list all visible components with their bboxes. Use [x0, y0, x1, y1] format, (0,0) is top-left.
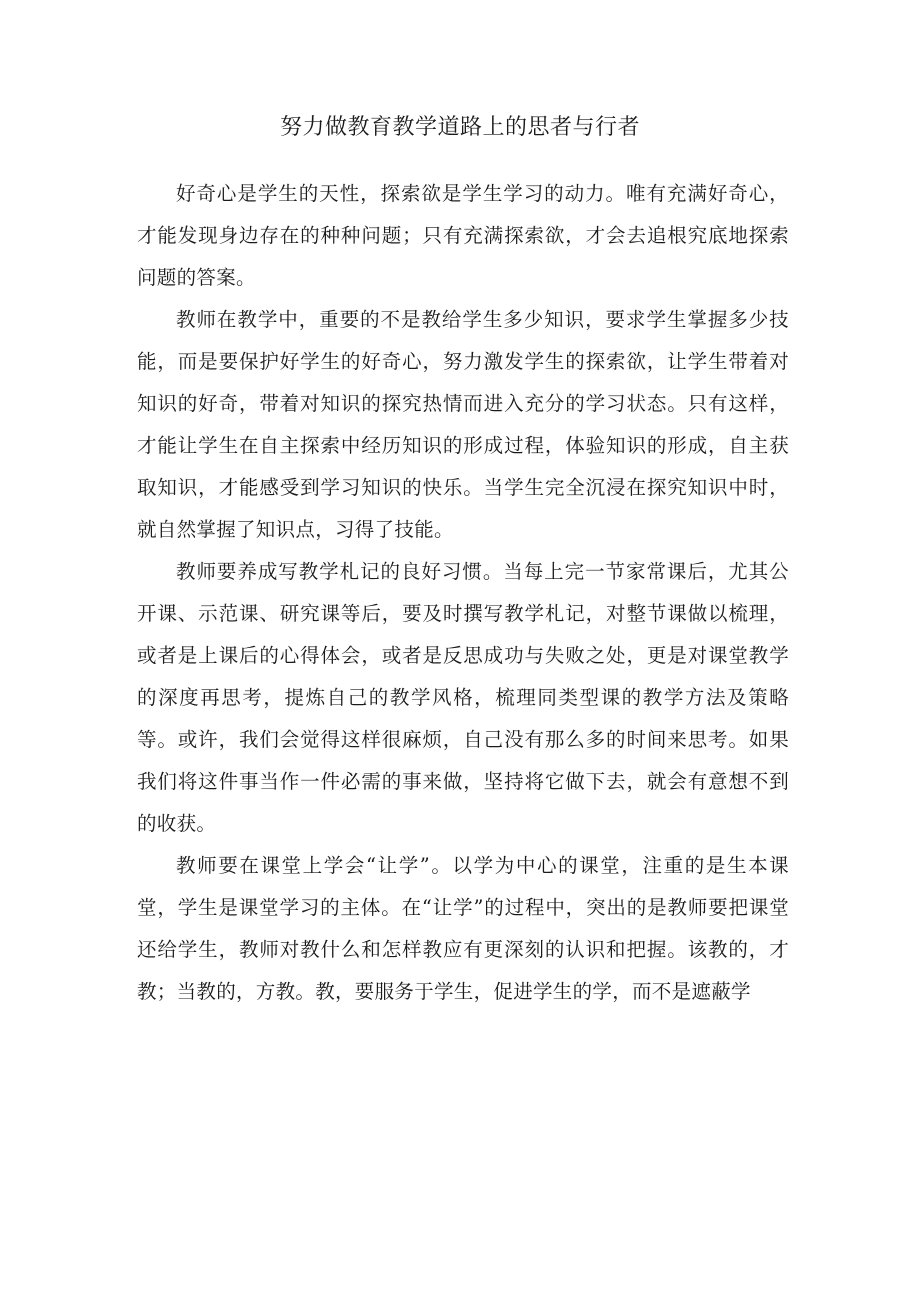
paragraph-4: 教师要在课堂上学会“让学”。以学为中心的课堂，注重的是生本课堂，学生是课堂学习的主体。在“让学”的过程中，突出的是教师要把课堂还给学生，教师对教什么和怎样教应有更深刻的认识和把握。该教的，才教；当教的，方教。教，要服务于学生，促进学生的学，而不是遮蔽学	[137, 854, 789, 1003]
paragraph-1: 好奇心是学生的天性，探索欲是学生学习的动力。唯有充满好奇心，才能发现身边存在的种种问题；只有充满探索欲，才会去追根究底地探索问题的答案。	[137, 182, 789, 289]
document-body	[137, 173, 789, 1013]
paragraph-2: 教师在教学中，重要的不是教给学生多少知识，要求学生掌握多少技能，而是要保护好学生的好奇心，努力激发学生的探索欲，让学生带着对知识的好奇，带着对知识的探究热情而进入充分的学习状态。只有这样，才能让学生在自主探索中经历知识的形成过程，体验知识的形成，自主获取知识，才能感受到学习知识的快乐。当学生完全沉浸在探究知识中时，就自然掌握了知识点，习得了技能。	[137, 308, 789, 541]
document-title: 努力做教育教学道路上的思者与行者	[279, 115, 640, 140]
paragraph-3: 教师要养成写教学札记的良好习惯。当每上完一节家常课后，尤其公开课、示范课、研究课等后，要及时撰写教学札记，对整节课做以梳理，或者是上课后的心得体会，或者是反思成功与失败之处，更是对课堂教学的深度再思考，提炼自己的教学风格，梳理同类型课的教学方法及策略等。或许，我们会觉得这样很麻烦，自己没有那么多的时间来思考。如果我们将这件事当作一件必需的事来做，坚持将它做下去，就会有意想不到的收获。	[137, 560, 789, 835]
